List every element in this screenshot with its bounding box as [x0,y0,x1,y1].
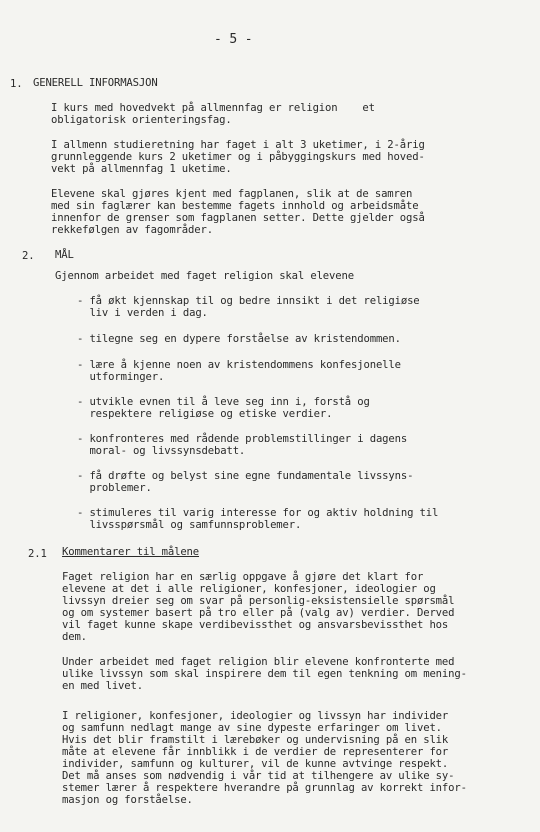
s21-p3-line3: Hvis det blir framstilt i lærebøker og undervisning på en slik [62,734,449,746]
goal-4-line2: respektere religiøse og etiske verdier. [77,408,333,420]
s21-p1-line3: livssyn dreier seg om svar på personlig-eksistensielle spørsmål [62,595,455,607]
s1-p2-line1: I allmenn studieretning har faget i alt 3 uketimer, i 2-årig [51,139,425,151]
section-2-number: 2. [22,250,35,262]
s21-p1-line4: og om systemer basert på tro eller på (valg av) verdier. Derved [62,607,455,619]
s21-p2-line2: ulike livssyn som skal inspirere dem til egen tenkning om mening- [62,668,467,680]
section-1-title: GENERELL INFORMASJON [33,77,158,89]
s21-p3-line8: masjon og forståelse. [62,794,193,806]
section-2-title: MÅL [55,249,74,261]
s21-p3-line1: I religioner, konfesjoner, ideologier og livssyn har individer [62,710,449,722]
goal-5-line1: - konfronteres med rådende problemstillinger i dagens [77,433,408,445]
s21-p2-line1: Under arbeidet med faget religion blir elevene konfronterte med [62,656,455,668]
s21-p1-line6: dem. [62,631,87,643]
goal-6-line2: problemer. [77,482,152,494]
section-2-1-title: Kommentarer til målene [62,546,200,558]
s1-p1-line1: I kurs med hovedvekt på allmennfag er religion et [51,102,375,114]
section-2-1-number: 2.1 [28,548,47,560]
s21-p3-line7: stemer lærer å respektere hverandre på grunnlag av korrekt infor- [62,782,467,794]
goal-1-line1: - få økt kjennskap til og bedre innsikt i det religiøse [77,295,420,307]
s1-p3-line1: Elevene skal gjøres kjent med fagplanen, slik at de samren [51,188,413,200]
section-1-number: 1. [10,78,23,90]
s1-p3-line4: rekkefølgen av fagområder. [51,224,213,236]
s21-p1-line1: Faget religion har en særlig oppgave å gjøre det klart for [62,571,424,583]
goal-6-line1: - få drøfte og belyst sine egne fundamentale livssyns- [77,470,414,482]
page-number: - 5 - [214,32,253,47]
goal-5-line2: moral- og livssynsdebatt. [77,445,246,457]
goal-7-line2: livsspørsmål og samfunnsproblemer. [77,519,302,531]
s1-p3-line3: innenfor de grenser som fagplanen setter. Dette gjelder også [51,212,425,224]
s1-p2-line3: vekt på allmennfag 1 uketime. [51,163,232,175]
s1-p2-line2: grunnleggende kurs 2 uketimer og i påbyggingskurs med hoved- [51,151,425,163]
goal-1-line2: liv i verden i dag. [77,307,208,319]
s21-p3-line5: individer, samfunn og kulturer, vil de kunne avtvinge respekt. [62,758,449,770]
goal-3-line2: utforminger. [77,371,165,383]
s21-p2-line3: en med livet. [62,680,143,692]
s1-p1-line2: obligatorisk orienteringsfag. [51,114,232,126]
s1-p3-line2: med sin faglærer kan bestemme fagets innhold og arbeidsmåte [51,200,419,212]
s21-p3-line6: Det må anses som nødvendig i vår tid at tilhengere av ulike sy- [62,770,455,782]
s2-intro: Gjennom arbeidet med faget religion skal elevene [55,270,354,282]
s21-p3-line2: og samfunn nedlagt mange av sine dypeste erfaringer om livet. [62,722,442,734]
s21-p3-line4: måte at elevene får innblikk i de verdier de representerer for [62,746,449,758]
goal-2-line1: - tilegne seg en dypere forståelse av kristendommen. [77,333,401,345]
goal-4-line1: - utvikle evnen til å leve seg inn i, forstå og [77,396,370,408]
goal-7-line1: - stimuleres til varig interesse for og aktiv holdning til [77,507,439,519]
goal-3-line1: - lære å kjenne noen av kristendommens konfesjonelle [77,359,401,371]
s21-p1-line5: vil faget kunne skape verdibevissthet og ansvarsbevissthet hos [62,619,449,631]
s21-p1-line2: elevene at det i alle religioner, konfesjoner, ideologier og [62,583,436,595]
